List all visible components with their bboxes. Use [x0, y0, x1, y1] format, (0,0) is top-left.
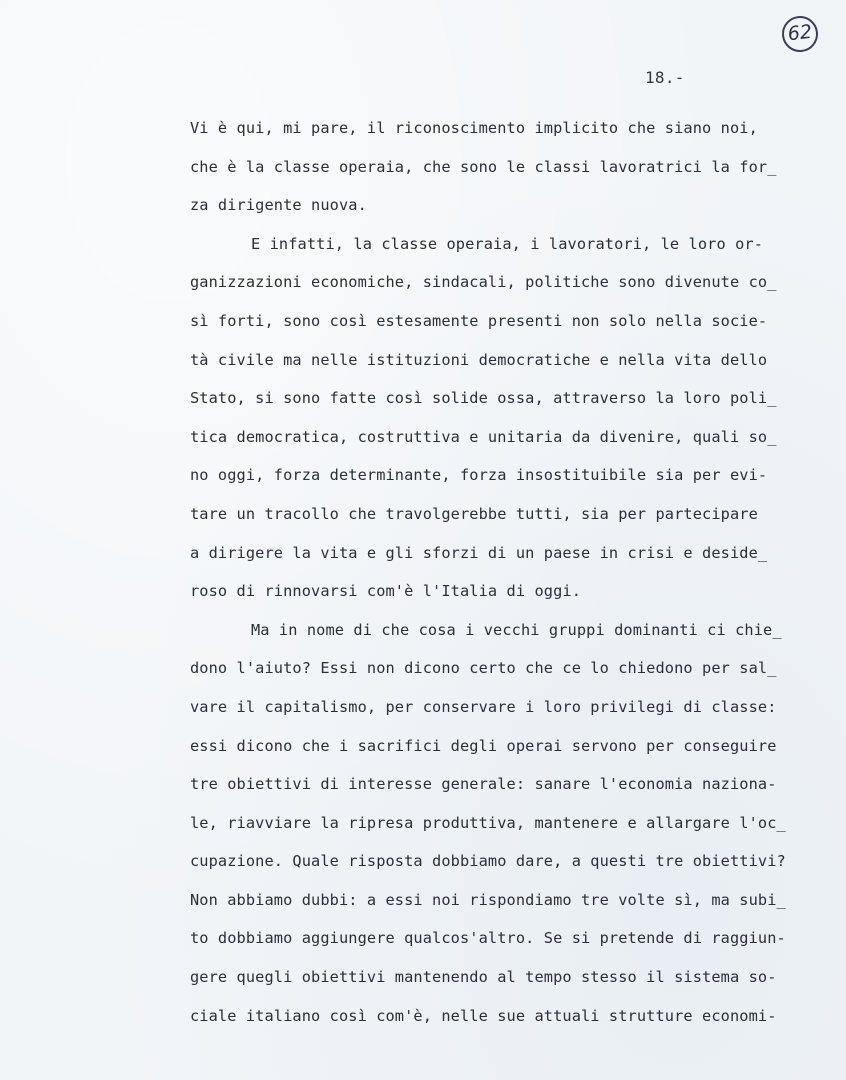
text-line: ganizzazioni economiche, sindacali, politiche sono divenute co_ — [190, 273, 777, 292]
text-line: Vi è qui, mi pare, il riconoscimento implicito che siano noi, — [190, 119, 758, 137]
text-line: gere quegli obiettivi mantenendo al tempo stesso il sistema so- — [190, 968, 777, 987]
text-line: tre obiettivi di interesse generale: sanare l'economia naziona- — [190, 775, 777, 794]
text-line: za dirigente nuova. — [190, 196, 367, 215]
text-line: che è la classe operaia, che sono le classi lavoratrici la for_ — [190, 157, 777, 176]
text-line: to dobbiamo aggiungere qualcos'altro. Se si pretende di raggiun- — [190, 929, 786, 948]
text-line: sì forti, sono così estesamente presenti non solo nella socie- — [190, 311, 768, 330]
text-line: ciale italiano così com'è, nelle sue attuali strutture economi- — [190, 1006, 777, 1025]
text-line: essi dicono che i sacrifici degli operai servono per conseguire — [190, 736, 777, 755]
text-line: roso di rinnovarsi com'è l'Italia di oggi. — [190, 582, 581, 601]
page-number: 18.- — [645, 68, 685, 87]
text-line: no oggi, forza determinante, forza insostituibile sia per evi- — [190, 466, 768, 485]
text-line: le, riavviare la ripresa produttiva, mantenere e allargare l'oc_ — [190, 813, 786, 832]
text-line: vare il capitalismo, per conservare i loro privilegi di classe: — [190, 697, 777, 716]
body-text — [190, 109, 830, 1035]
text-line: E infatti, la classe operaia, i lavoratori, le loro or- — [251, 234, 764, 253]
text-line: dono l'aiuto? Essi non dicono certo che ce lo chiedono per sal_ — [190, 659, 777, 678]
text-line: cupazione. Quale risposta dobbiamo dare, a questi tre obiettivi? — [190, 852, 786, 871]
text-line: tà civile ma nelle istituzioni democratiche e nella vita dello — [190, 350, 768, 369]
archive-page-number-stamp: 62 — [780, 14, 820, 54]
text-line: Stato, si sono fatte così solide ossa, attraverso la loro poli_ — [190, 389, 777, 408]
text-line: Non abbiamo dubbi: a essi noi rispondiamo tre volte sì, ma subi_ — [190, 890, 786, 909]
text-line: tare un tracollo che travolgerebbe tutti, sia per partecipare — [190, 504, 758, 523]
text-line: a dirigere la vita e gli sforzi di un paese in crisi e deside_ — [190, 543, 768, 562]
text-line: Ma in nome di che cosa i vecchi gruppi dominanti ci chie_ — [251, 620, 782, 639]
text-line: tica democratica, costruttiva e unitaria da divenire, quali so_ — [190, 427, 777, 446]
